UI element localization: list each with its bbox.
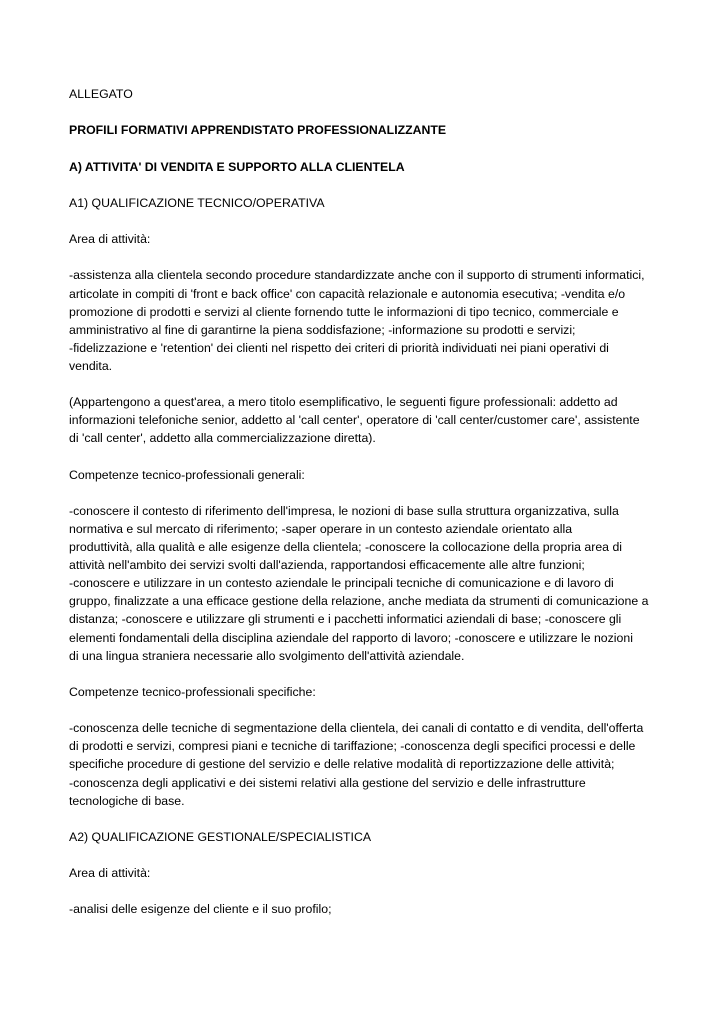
text-line: articolate in compiti di 'front e back office' con capacità relazionale e autonomia esecutiva; -vendita e/o — [69, 286, 626, 301]
text-line: elementi fondamentali della disciplina aziendale del rapporto di lavoro; -conoscere e utilizzare le nozioni — [69, 630, 633, 645]
a1-specific-label: Competenze tecnico-professionali specifiche: — [69, 684, 316, 699]
text-line: attività nell'ambito dei servizi svolti dall'azienda, rapportandosi efficacemente alle altre funzioni; — [69, 558, 585, 573]
text-line: (Appartengono a quest'area, a mero titolo esemplificativo, le seguenti figure professionali: addetto ad — [69, 395, 618, 410]
a1-area-label: Area di attività: — [69, 232, 151, 247]
a1-area-paragraph — [69, 266, 659, 375]
a2-heading: A2) QUALIFICAZIONE GESTIONALE/SPECIALISTICA — [69, 829, 372, 844]
text-line: di 'call center', addetto alla commercializzazione diretta). — [69, 431, 376, 446]
a2-area-label: Area di attività: — [69, 866, 151, 881]
a1-specific-paragraph — [69, 719, 659, 809]
text-line: vendita. — [69, 358, 113, 373]
text-line: di prodotti e servizi, compresi piani e tecniche di tariffazione; -conoscenza degli specifici processi e delle — [69, 739, 636, 754]
document-page — [69, 85, 659, 919]
text-line: informazioni telefoniche senior, addetto al 'call center', operatore di 'call center/customer care', assistente — [69, 413, 640, 428]
section-a-heading: A) ATTIVITA' DI VENDITA E SUPPORTO ALLA CLIENTELA — [69, 159, 405, 174]
a1-heading: A1) QUALIFICAZIONE TECNICO/OPERATIVA — [69, 195, 325, 210]
text-line: -assistenza alla clientela secondo procedure standardizzate anche con il supporto di strumenti informatici, — [69, 268, 645, 283]
text-line: -fidelizzazione e 'retention' dei clienti nel rispetto dei criteri di priorità individuati nei piani operativi di — [69, 340, 609, 355]
text-line: specifiche procedure di gestione del servizio e delle relative modalità di reportizzazione delle attività; — [69, 757, 615, 772]
a2-area-paragraph — [69, 900, 659, 918]
text-line: gruppo, finalizzate a una efficace gestione della relazione, anche mediata da strumenti di comunicazione a — [69, 594, 649, 609]
a1-general-paragraph — [69, 502, 659, 665]
text-line: di una lingua straniera necessarie allo svolgimento dell'attività aziendale. — [69, 648, 465, 663]
text-line: produttività, alla qualità e alle esigenze della clientela; -conoscere la collocazione della propria area di — [69, 540, 623, 555]
text-line: -conoscenza degli applicativi e dei sistemi relativi alla gestione del servizio e delle infrastrutture — [69, 775, 586, 790]
text-line: tecnologiche di base. — [69, 793, 185, 808]
text-line: promozione di prodotti e servizi al cliente fornendo tutte le informazioni di tipo tecnico, commerciale e — [69, 304, 619, 319]
text-line: -conoscere e utilizzare in un contesto aziendale le principali tecniche di comunicazione e di lavoro di — [69, 576, 614, 591]
text-line: amministrativo al fine di garantirne la piena soddisfazione; -informazione su prodotti e servizi; — [69, 322, 576, 337]
text-line: normativa e sul mercato di riferimento; -saper operare in un contesto aziendale orientato alla — [69, 522, 573, 536]
a1-examples-paragraph — [69, 393, 659, 447]
text-line: -conoscere il contesto di riferimento dell'impresa, le nozioni di base sulla struttura organizzativa, sulla — [69, 503, 619, 518]
allegato-label: ALLEGATO — [69, 87, 133, 101]
a1-general-label: Competenze tecnico-professionali generali: — [69, 467, 305, 482]
text-line: -conoscenza delle tecniche di segmentazione della clientela, dei canali di contatto e di vendita, dell'offerta — [69, 721, 644, 736]
text-line: -analisi delle esigenze del cliente e il suo profilo; — [69, 902, 332, 917]
text-line: distanza; -conoscere e utilizzare gli strumenti e i pacchetti informatici aziendali di base; -conoscere gli — [69, 612, 622, 627]
document-title: PROFILI FORMATIVI APPRENDISTATO PROFESSIONALIZZANTE — [69, 123, 447, 138]
